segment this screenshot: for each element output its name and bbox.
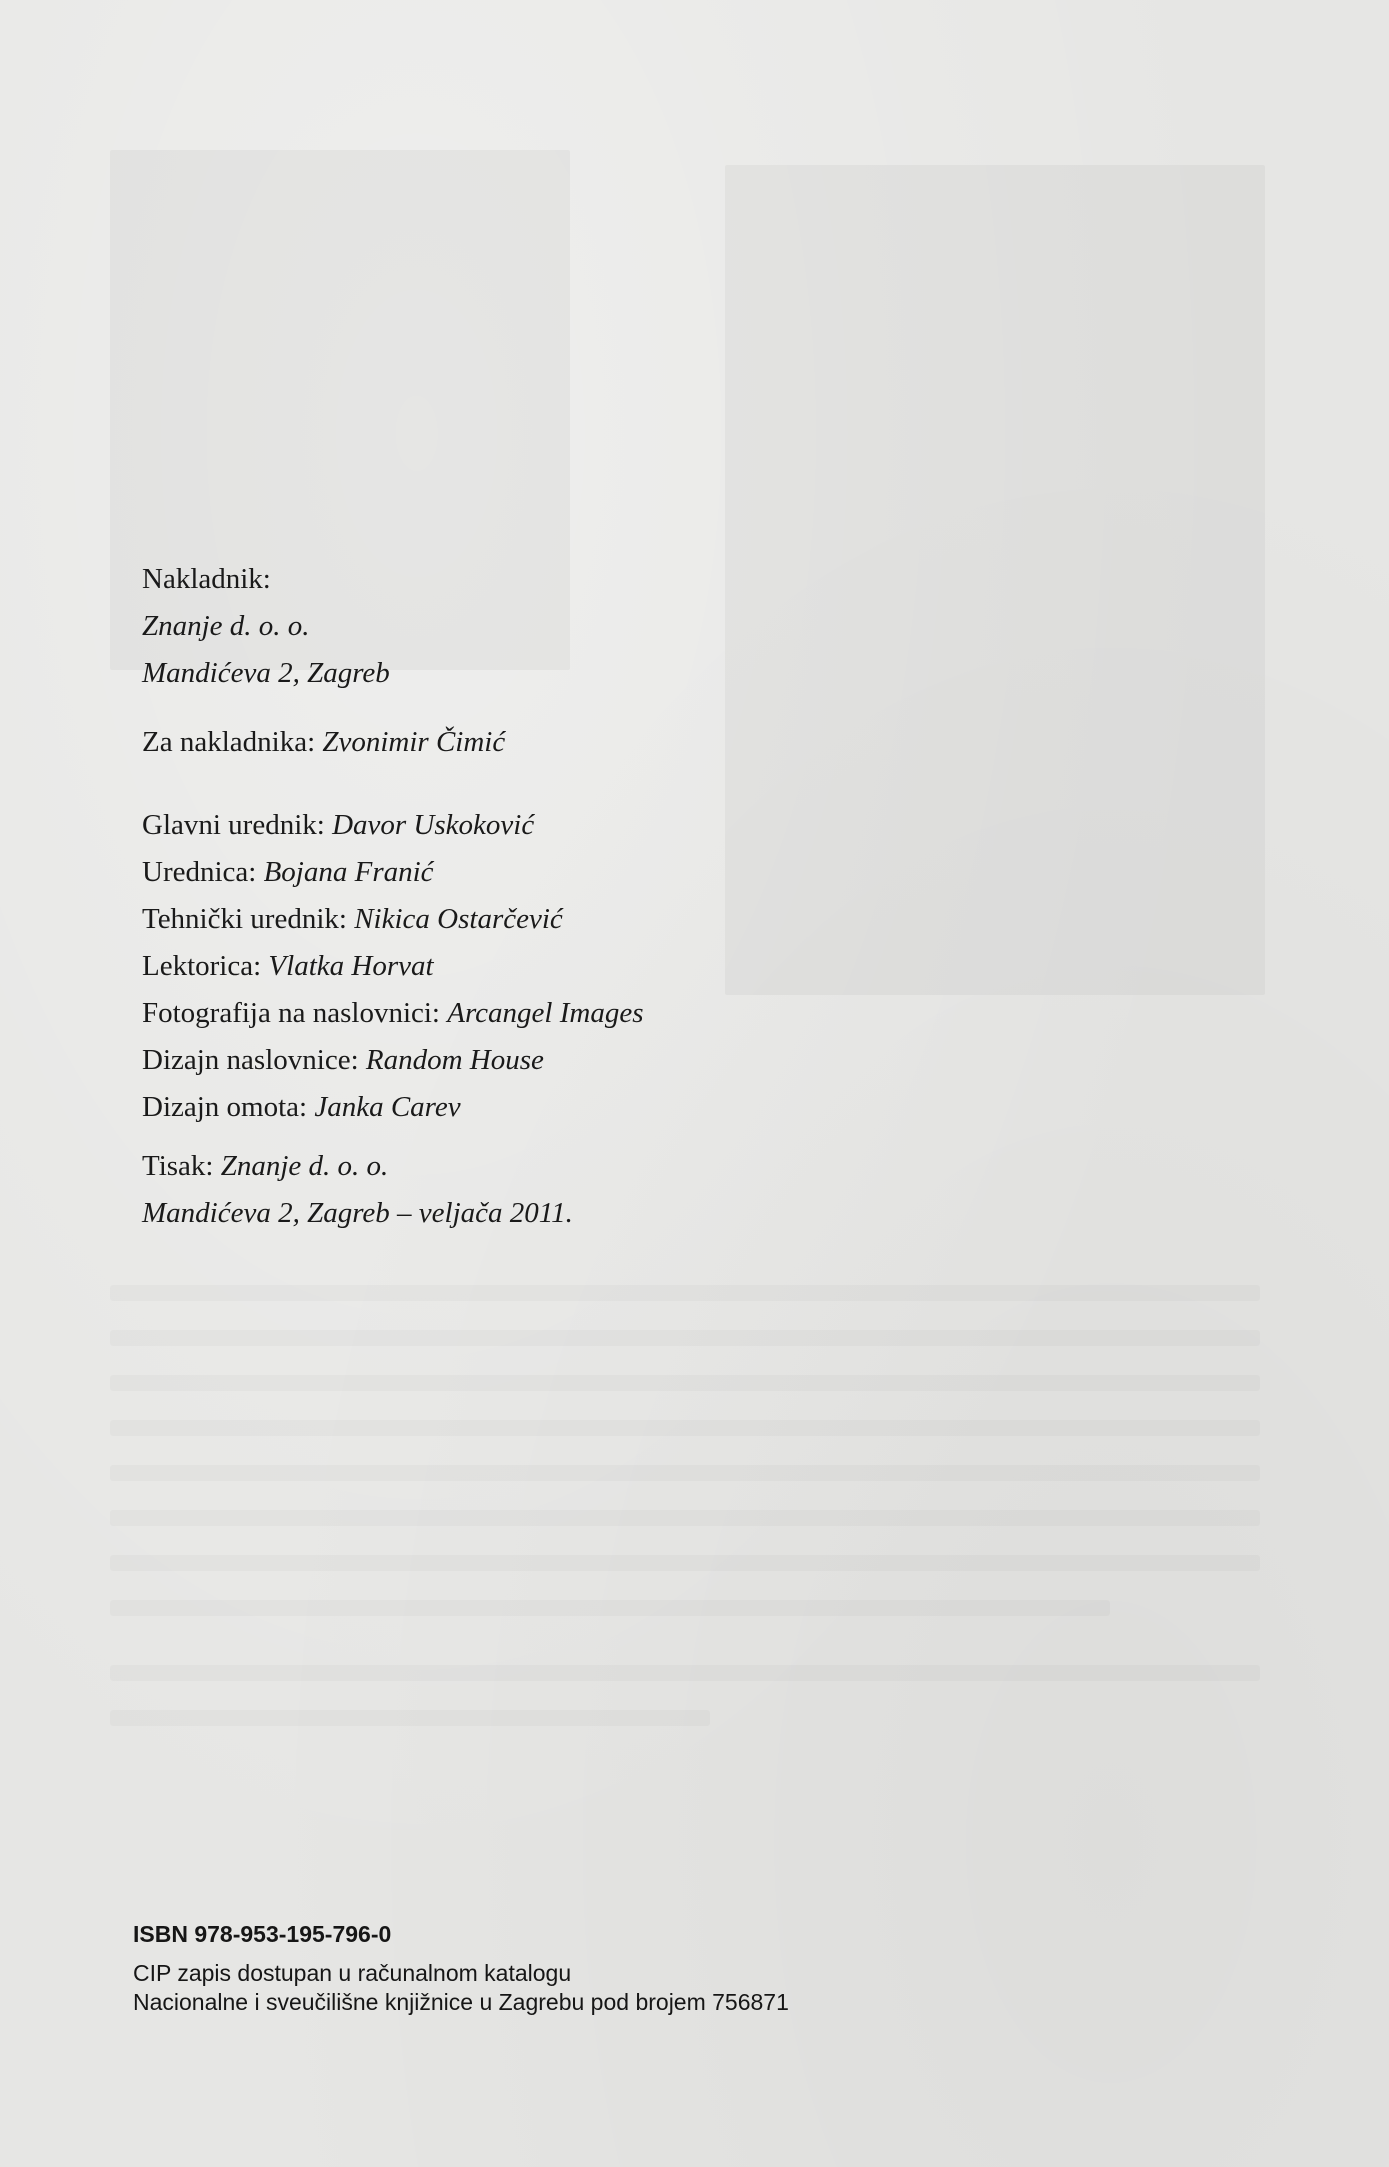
credit-value: Janka Carev bbox=[314, 1091, 461, 1123]
publisher-name: Znanje d. o. o. bbox=[142, 610, 310, 642]
show-through-text-line bbox=[110, 1465, 1260, 1481]
isbn: ISBN 978-953-195-796-0 bbox=[133, 1921, 392, 1947]
credit-label: Tehnički urednik: bbox=[142, 903, 347, 935]
credit-line bbox=[142, 1037, 862, 1084]
credit-label: Dizajn omota: bbox=[142, 1091, 308, 1123]
credit-value: Arcangel Images bbox=[447, 997, 644, 1029]
credit-line bbox=[142, 849, 862, 896]
show-through-text-line bbox=[110, 1420, 1260, 1436]
credit-value: Random House bbox=[365, 1044, 544, 1076]
isbn-cip-block bbox=[133, 1920, 1033, 2017]
cip-line-1: CIP zapis dostupan u računalnom katalogu bbox=[133, 1960, 572, 1986]
print-value: Znanje d. o. o. bbox=[220, 1150, 389, 1182]
credit-line bbox=[142, 990, 862, 1037]
credit-value: Vlatka Horvat bbox=[268, 950, 434, 982]
publisher-address: Mandićeva 2, Zagreb bbox=[142, 657, 390, 689]
show-through-text-line bbox=[110, 1710, 710, 1726]
credit-value: Davor Uskoković bbox=[332, 809, 535, 841]
show-through-text-line bbox=[110, 1285, 1260, 1301]
show-through-text-line bbox=[110, 1555, 1260, 1571]
credit-value: Bojana Franić bbox=[263, 856, 434, 888]
for-publisher-value: Zvonimir Čimić bbox=[322, 726, 506, 758]
imprint-block bbox=[142, 556, 862, 1237]
credit-label: Lektorica: bbox=[142, 950, 262, 982]
print-address-date: Mandićeva 2, Zagreb – veljača 2011. bbox=[142, 1197, 573, 1229]
credit-value: Nikica Ostarčević bbox=[354, 903, 563, 935]
credit-line bbox=[142, 802, 862, 849]
credit-line bbox=[142, 896, 862, 943]
credit-label: Glavni urednik: bbox=[142, 809, 325, 841]
show-through-text-line bbox=[110, 1665, 1260, 1681]
credit-line bbox=[142, 1084, 862, 1131]
publisher-label: Nakladnik: bbox=[142, 563, 271, 595]
credit-line bbox=[142, 943, 862, 990]
for-publisher-line bbox=[142, 719, 862, 766]
credit-label: Urednica: bbox=[142, 856, 257, 888]
show-through-text-line bbox=[110, 1375, 1260, 1391]
show-through-text-line bbox=[110, 1600, 1110, 1616]
for-publisher-label: Za nakladnika: bbox=[142, 726, 316, 758]
print-line bbox=[142, 1143, 862, 1190]
print-label: Tisak: bbox=[142, 1150, 214, 1182]
cip-line-2: Nacionalne i sveučilišne knjižnice u Zagrebu pod brojem 756871 bbox=[133, 1989, 789, 2015]
credit-label: Fotografija na naslovnici: bbox=[142, 997, 440, 1029]
show-through-text-line bbox=[110, 1330, 1260, 1346]
credit-label: Dizajn naslovnice: bbox=[142, 1044, 359, 1076]
show-through-text-line bbox=[110, 1510, 1260, 1526]
